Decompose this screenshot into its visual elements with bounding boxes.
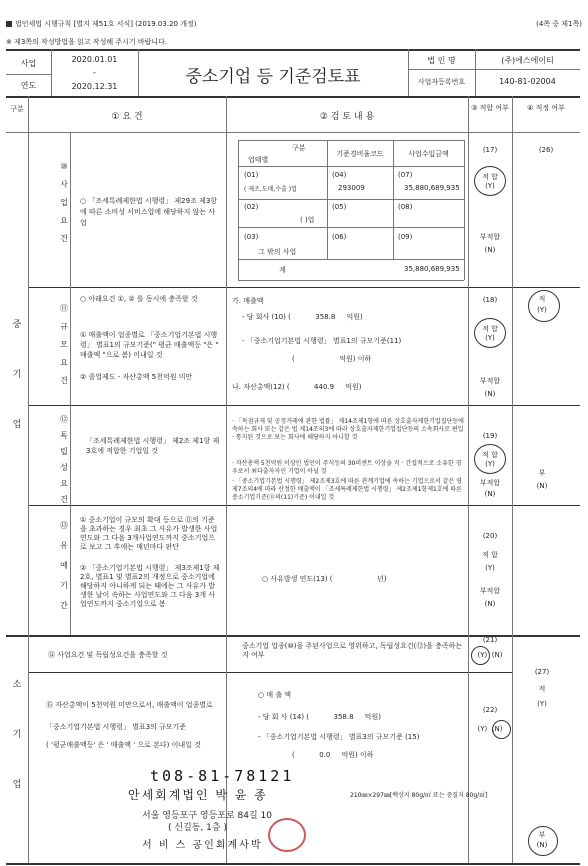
row1-code-no: (04) (332, 171, 347, 179)
sec1-fit-no-mark: (N) (484, 246, 496, 254)
stamp-phone: t08-81-78121 (150, 767, 295, 785)
row1-no: (01) (244, 171, 259, 179)
row1-amount-no: (07) (398, 171, 413, 179)
sec4-fit-yes-mark: (Y) (485, 564, 495, 572)
inner-head-biz: 업태별 (248, 156, 269, 164)
col-review: ② 검 토 내 용 (319, 112, 375, 122)
year-label-2: 연도 (20, 81, 37, 90)
sec4-review: ○ 사유발생 연도(13) ( 년) (262, 575, 387, 583)
sec1-fit-yes: 적 합 (482, 173, 498, 181)
sec3-fit-yes-mark: (Y) (485, 460, 495, 468)
col-proper: ④ 적정 여부 (527, 104, 565, 112)
row2-no: (02) (244, 203, 259, 211)
sec3-fit-yes: 적 합 (482, 451, 498, 459)
corp-name-label: 법 인 명 (427, 56, 456, 65)
sec2-fit-no: (18) (482, 296, 498, 304)
label-sme: 중 기 업 (12, 320, 22, 430)
sec3-fit-no: (19) (482, 432, 498, 440)
small1-fit-no: (21) (482, 636, 498, 644)
row2-code-no: (05) (332, 203, 347, 211)
sec2-fit-no-label: 부적합 (479, 377, 501, 385)
small1-requirement: ⑭ 사업요건 및 독립성요건을 충족할 것 (48, 651, 168, 659)
sec3-proper-no-mark: (N) (536, 482, 548, 490)
sec3-rev2: · 자산총액 5천억원 이상인 법인이 주식등의 30퍼센트 이상을 직 · 간접적으로 소유한 경우로서 최다출자자인 기업이 아닐 것 (232, 460, 462, 475)
small1-review: 중소기업 업종(⑩)을 주된사업으로 영위하고, 독립성요건(⑫)을 충족하는지 여부 (242, 642, 463, 659)
sec2-label: ⑪ 규 모 요 건 (60, 304, 68, 385)
reg-no: 140-81-02004 (499, 77, 556, 86)
sec3-proper-no: 부 (538, 469, 546, 477)
sec2-fit-no-mark: (N) (484, 390, 496, 398)
sec1-proper-no: (26) (538, 146, 554, 154)
sec3-requirement: 「조세특례제한법 시행령」 제2조 제1항 제3호에 적합한 기업일 것 (86, 437, 220, 455)
sec4-req1: ① 중소기업이 규모의 확대 등으로 ⑪의 기준을 초과하는 경우 최초 그 사유가 발생한 사업연도와 그 다음 3개사업연도까지 중소기업으로 보고 그 후에는 매년마다 판단 (80, 516, 218, 551)
sec2-proper-yes: 적 (538, 295, 546, 303)
inner-head-amount: 사업수입금액 (408, 150, 449, 158)
sec2-rev2: - 당 회사 (10) ( 358.8 억원) (242, 313, 363, 321)
sec3-label: ⑫ 독 립 성 요 건 (60, 415, 68, 504)
sec4-fit-yes: 적 합 (482, 551, 498, 559)
sec4-fit-no-mark: (N) (484, 600, 496, 608)
sec1-fit-yes-mark: (Y) (485, 182, 495, 190)
period-start: 2020.01.01 (71, 55, 118, 64)
col-category: 구분 (10, 105, 24, 113)
sec2-proper-yes-mark: (Y) (537, 306, 547, 314)
sec3-fit-no-mark: (N) (484, 490, 496, 498)
sec1-requirement: ○ 「조세특례제한법 시행령」 제29조 제3항에 따른 소비성 서비스업에 해당하지 않는 사업 (80, 197, 218, 227)
sec2-req3: ② 졸업제도 - 자산총액 5천억원 미만 (80, 373, 193, 381)
small1-proper-yes: 적 (538, 685, 546, 693)
sec2-rev1: 가. 매출액 (232, 297, 264, 305)
sec2-fit-yes: 적 합 (482, 325, 498, 333)
reg-no-label: 사업자등록번호 (417, 78, 466, 86)
sec4-fit-no-label: 부적합 (479, 587, 501, 595)
small2-rev3: - 「중소기업기본법 시행령」 별표3의 규모기준 (15) (258, 733, 420, 741)
small1-proper-no-mark: (N) (536, 841, 548, 849)
total-amount: 35,880,689,935 (404, 265, 460, 273)
sec2-rev4: ( 억원) 이하 (292, 355, 372, 363)
small2-req2: 「중소기업기본법 시행령」 별표3의 규모기준 (46, 723, 187, 731)
small2-fit-marks: (Y) (N) (477, 725, 503, 733)
small1-proper-no: (27) (534, 668, 550, 676)
sec1-fit-no-label: 부적합 (479, 233, 501, 241)
row3-name: 그 밖의 사업 (258, 248, 297, 256)
label-small-business: 소 기 업 (12, 680, 22, 790)
row1-code: 293009 (338, 184, 365, 192)
stamp-firm: 안세회계법인 박 윤 종 (128, 788, 268, 802)
period-end: 2020.12.31 (71, 82, 118, 91)
sec2-req1: ○ 아래요건 ①, ② 를 동시에 충족할 것 (80, 295, 198, 303)
sec3-rev3: · 「중소기업기본법 시행령」 제2조제3호에 따른 관계기업에 속하는 기업으로서 같은 영 제7조의4에 따라 산정한 매출액이 「조세특례제한법 시행령」 제2조제1항제1호에 따른 중소기업기준(⑪의(11)기준) 이내일 것 (232, 478, 462, 501)
small1-proper-no-label: 부 (538, 831, 546, 839)
row3-amount-no: (09) (398, 233, 413, 241)
total-label: 계 (279, 266, 286, 274)
row1-name: ( 제조,도매,수출 )업 (244, 186, 297, 193)
small2-rev4: ( 0.0 억원) 이하 (292, 751, 374, 759)
col-fit: ③ 적합 여부 (471, 104, 509, 112)
sec2-fit-yes-mark: (Y) (485, 334, 495, 342)
row2-name: ( )업 (300, 216, 315, 224)
sec1-fit-no: (17) (482, 146, 498, 154)
sec2-req2: ① 매출액이 업종별로 「중소기업기본법 시행령」 별표1의 규모기준(" 평균 매출액등 "은 " 매출액 "으로 봄) 이내일 것 (80, 331, 219, 359)
sec3-fit-no-label: 부적합 (479, 479, 501, 487)
sec4-fit-no: (20) (482, 532, 498, 540)
stamp-address2: ( 신길동, 1층 ) (168, 823, 227, 833)
row3-no: (03) (244, 233, 259, 241)
paper-spec: 210㎜×297㎜[백상지 80g/㎡ 또는 중질지 80g/㎡] (350, 792, 488, 799)
col-requirement: ① 요 건 (111, 112, 143, 122)
small2-req1: ⑮ 자산총액이 5천억원 미만으로서, 매출액이 업종별로 (46, 701, 213, 709)
instruction-note: ※ 제3쪽의 작성방법을 읽고 작성해 주시기 바랍니다. (6, 38, 168, 46)
small2-rev1: ○ 매 출 액 (258, 691, 292, 699)
period-dash: - (93, 68, 96, 77)
row3-code-no: (06) (332, 233, 347, 241)
inner-head-code: 기준경비율코드 (336, 150, 384, 158)
sec1-label: ⑩ 사 업 요 건 (60, 162, 68, 243)
small2-req3: ( '평균매출액등' 은 ' 매출액 ' 으로 본다) 이내일 것 (46, 741, 201, 749)
title-top-border (6, 49, 580, 51)
sec2-rev3: - 「중소기업기본법 시행령」 별표1의 규모기준(11) (242, 337, 402, 345)
small2-fit-no: (22) (482, 706, 498, 714)
inner-head-gubun: 구분 (292, 144, 306, 152)
row2-amount-no: (08) (398, 203, 413, 211)
year-label-1: 사업 (20, 59, 37, 68)
sec4-req2: ② 「중소기업기본법 시행령」 제3조제1항 제2호, 별표1 및 별표2의 개정으로 중소기업에 해당하지 아니하게 되는 때에는 그 사유가 발생한 날이 속하는 사업연도와 그 다음 3개 사업연도까지 중소기업으로 봄 (80, 564, 220, 608)
row1-amount: 35,880,689,935 (404, 184, 460, 192)
page-indicator: (4쪽 중 제1쪽) (536, 20, 582, 28)
sec4-label: ⑬ 유 예 기 간 (60, 521, 68, 610)
stamp-address: 서울 영등포구 영등포로 84길 10 (142, 811, 272, 821)
corp-name: (주)에스에이티 (501, 56, 554, 65)
small2-rev2: - 당 회 사 (14) ( 358.8 억원) (258, 713, 381, 721)
small1-proper-yes-mark: (Y) (537, 700, 547, 708)
red-seal (268, 818, 306, 852)
small1-fit-marks: (Y) (N) (477, 651, 503, 659)
sec2-rev5: 나. 자산총액(12) ( 440.9 억원) (232, 383, 362, 391)
form-reference: 법인세법 시행규칙 [별지 제51호 서식] (2019.03.20 개정) (6, 19, 196, 29)
sec3-rev1: · 「독점규제 및 공정거래에 관한 법률」 제14조제1항에 따른 상호출자제한기업집단등에 속하는 회사 또는 같은 법 제14조의3에 따라 상호출자제한기업집단등의 소속회사로 편입 · 통지된 것으로 보는 회사에 해당하지 아니할 것 (232, 418, 464, 441)
stamp-service: 서 비 스 공인회계사박 (142, 840, 263, 851)
page-title: 중소기업 등 기준검토표 (185, 67, 361, 87)
